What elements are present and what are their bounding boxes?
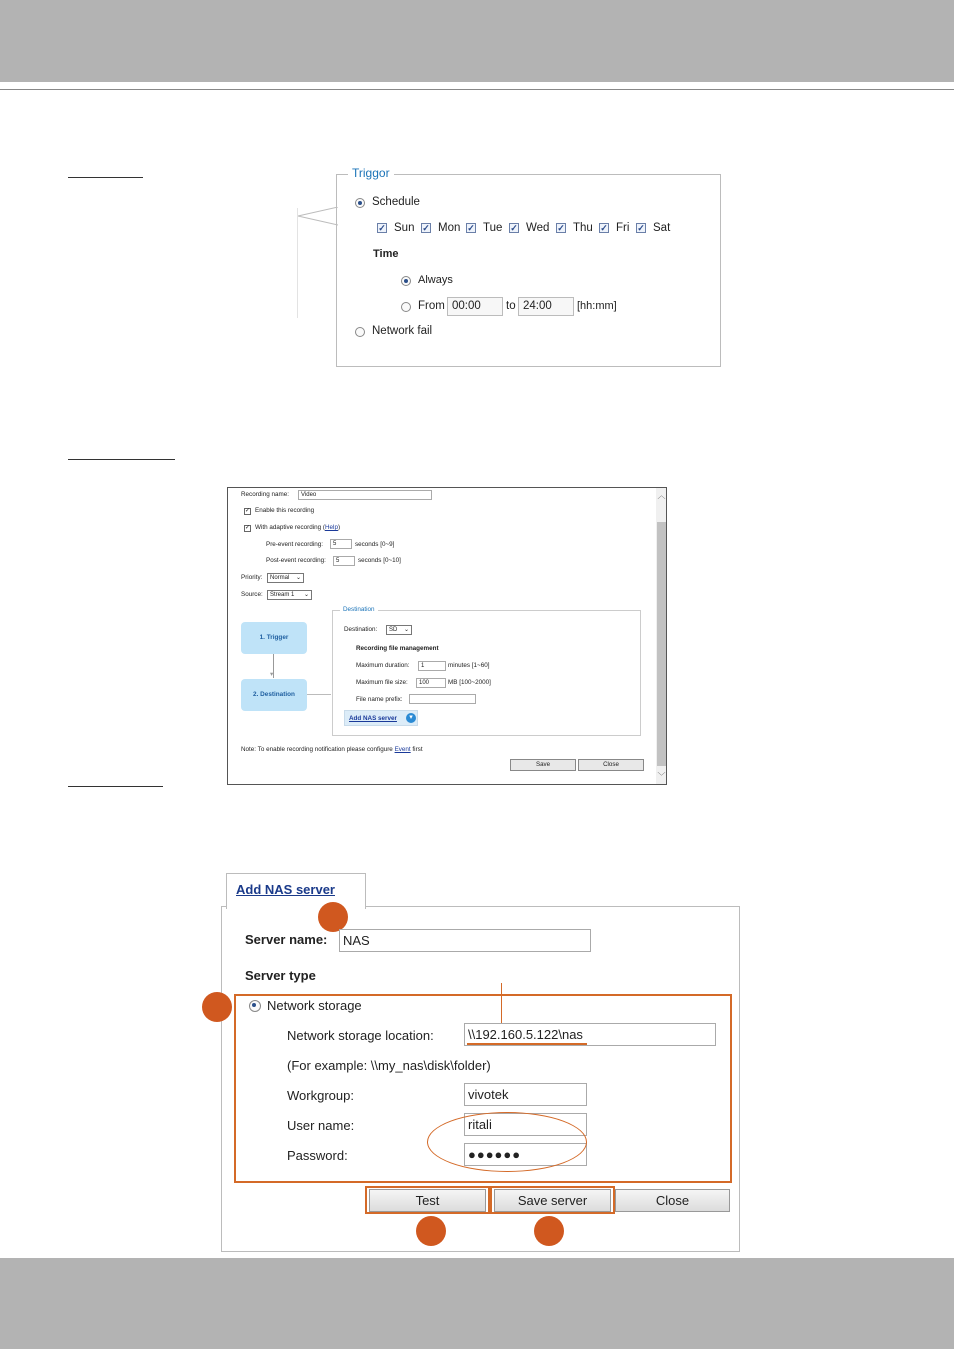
expand-down-icon: ▾: [406, 713, 416, 723]
pre-event-input[interactable]: 5: [330, 539, 352, 549]
nas-panel-top-right: [365, 906, 740, 907]
event-link[interactable]: Event: [394, 746, 411, 753]
destination-select[interactable]: SD ⌄: [386, 625, 412, 635]
max-duration-label: Maximum duration:: [356, 662, 410, 669]
callout-marker-2: [202, 992, 232, 1022]
recording-name-label: Recording name:: [241, 491, 289, 498]
margin-divider-2: [68, 459, 175, 460]
from-label: From: [418, 300, 445, 312]
server-type-label: Server type: [245, 968, 316, 983]
max-size-input[interactable]: 100: [416, 678, 446, 688]
day-label-thu: Thu: [573, 222, 593, 234]
recording-settings-window: [227, 487, 667, 785]
add-nas-server-label: Add NAS server: [349, 715, 397, 722]
chevron-down-icon: ⌄: [295, 575, 301, 581]
chevron-down-icon: ⌄: [303, 592, 309, 598]
network-storage-radio[interactable]: [249, 1000, 261, 1012]
callout-marker-3: [416, 1216, 446, 1246]
rfm-heading: Recording file management: [356, 645, 439, 652]
from-time-input[interactable]: 00:00: [447, 297, 503, 316]
close-button[interactable]: Close: [615, 1189, 730, 1212]
scroll-down-icon[interactable]: ﹀: [657, 772, 666, 781]
always-radio[interactable]: [401, 276, 411, 286]
callout-pointer: [296, 207, 338, 227]
step-destination-button[interactable]: 2. Destination: [241, 679, 307, 711]
priority-label: Priority:: [241, 574, 263, 581]
scrollbar-thumb[interactable]: [657, 522, 666, 766]
server-name-label: Server name:: [245, 932, 328, 947]
to-label: to: [506, 300, 516, 312]
server-name-input[interactable]: NAS: [339, 929, 591, 952]
priority-select[interactable]: Normal ⌄: [267, 573, 304, 583]
margin-divider-1: [68, 177, 143, 178]
day-label-sat: Sat: [653, 222, 671, 234]
adaptive-recording-checkbox[interactable]: ✓: [245, 525, 251, 531]
schedule-radio[interactable]: [355, 198, 365, 208]
time-heading: Time: [373, 248, 399, 260]
header-band: [0, 0, 954, 82]
network-fail-label: Network fail: [372, 325, 433, 337]
step-callout-line: [307, 694, 331, 695]
day-checkbox-mon[interactable]: ✓: [422, 223, 430, 233]
day-checkbox-sat[interactable]: ✓: [637, 223, 645, 233]
location-underline: [467, 1043, 587, 1045]
location-example: (For example: \\my_nas\disk\folder): [287, 1058, 491, 1073]
location-input[interactable]: \\192.160.5.122\nas: [464, 1023, 716, 1046]
recording-note: Note: To enable recording notification please configure Event first: [241, 746, 423, 753]
location-callout-line: [501, 983, 502, 1025]
max-size-label: Maximum file size:: [356, 679, 408, 686]
header-rule: [0, 89, 954, 90]
day-checkbox-sun[interactable]: ✓: [378, 223, 386, 233]
step-trigger-button[interactable]: 1. Trigger: [241, 622, 307, 654]
password-input[interactable]: ●●●●●●: [464, 1143, 587, 1166]
username-input[interactable]: ritali: [464, 1113, 587, 1136]
day-checkbox-fri[interactable]: ✓: [600, 223, 608, 233]
day-label-tue: Tue: [483, 222, 503, 234]
nas-tab-label[interactable]: Add NAS server: [236, 882, 335, 897]
enable-recording-checkbox[interactable]: ✓: [245, 508, 251, 514]
day-label-mon: Mon: [438, 222, 461, 234]
file-prefix-input[interactable]: [409, 694, 476, 704]
destination-legend: Destination: [340, 606, 378, 613]
scrollbar[interactable]: [656, 488, 667, 785]
callout-marker-4: [534, 1216, 564, 1246]
chevron-down-icon: ⌄: [403, 627, 409, 633]
recording-close-button[interactable]: Close: [578, 759, 644, 771]
adaptive-help-link[interactable]: Help: [325, 524, 338, 531]
callout-guide: [297, 208, 298, 318]
time-format-hint: [hh:mm]: [577, 300, 617, 312]
source-label: Source:: [241, 591, 263, 598]
source-select[interactable]: Stream 1 ⌄: [267, 590, 312, 600]
margin-divider-3: [68, 786, 163, 787]
file-prefix-label: File name prefix:: [356, 696, 403, 703]
network-storage-label: Network storage: [267, 998, 362, 1013]
scroll-up-icon[interactable]: ︿: [657, 491, 666, 500]
schedule-label: Schedule: [372, 196, 420, 208]
day-checkbox-tue[interactable]: ✓: [467, 223, 475, 233]
post-event-unit: seconds [0~10]: [358, 557, 401, 564]
from-radio[interactable]: [401, 302, 411, 312]
to-time-input[interactable]: 24:00: [518, 297, 574, 316]
day-label-wed: Wed: [526, 222, 550, 234]
day-checkbox-thu[interactable]: ✓: [557, 223, 565, 233]
save-server-button[interactable]: Save server: [494, 1189, 611, 1212]
callout-marker-1: [318, 902, 348, 932]
day-label-sun: Sun: [394, 222, 415, 234]
always-label: Always: [418, 274, 453, 286]
add-nas-server-button[interactable]: [344, 710, 418, 726]
recording-save-button[interactable]: Save: [510, 759, 576, 771]
location-label: Network storage location:: [287, 1028, 434, 1043]
max-size-unit: MB [100~2000]: [448, 679, 491, 686]
recording-name-input[interactable]: Video: [298, 490, 432, 500]
credentials-highlight-ellipse: [427, 1112, 587, 1172]
workgroup-input[interactable]: vivotek: [464, 1083, 587, 1106]
destination-label: Destination:: [344, 626, 378, 633]
post-event-label: Post-event recording:: [266, 557, 326, 564]
post-event-input[interactable]: 5: [333, 556, 355, 566]
day-checkbox-wed[interactable]: ✓: [510, 223, 518, 233]
password-label: Password:: [287, 1148, 348, 1163]
trigger-legend: Triggor: [348, 166, 394, 180]
pre-event-label: Pre-event recording:: [266, 541, 324, 548]
max-duration-input[interactable]: 1: [418, 661, 446, 671]
enable-recording-label: Enable this recording: [255, 507, 315, 514]
username-label: User name:: [287, 1118, 355, 1133]
arrow-down-icon: ▾: [270, 671, 274, 678]
pre-event-unit: seconds [0~9]: [355, 541, 395, 548]
day-label-fri: Fri: [616, 222, 630, 234]
max-duration-unit: minutes [1~60]: [448, 662, 490, 669]
network-fail-radio[interactable]: [355, 327, 365, 337]
adaptive-recording-label: With adaptive recording (Help): [255, 524, 341, 531]
workgroup-label: Workgroup:: [287, 1088, 354, 1103]
footer-band: [0, 1258, 954, 1349]
test-button[interactable]: Test: [369, 1189, 486, 1212]
